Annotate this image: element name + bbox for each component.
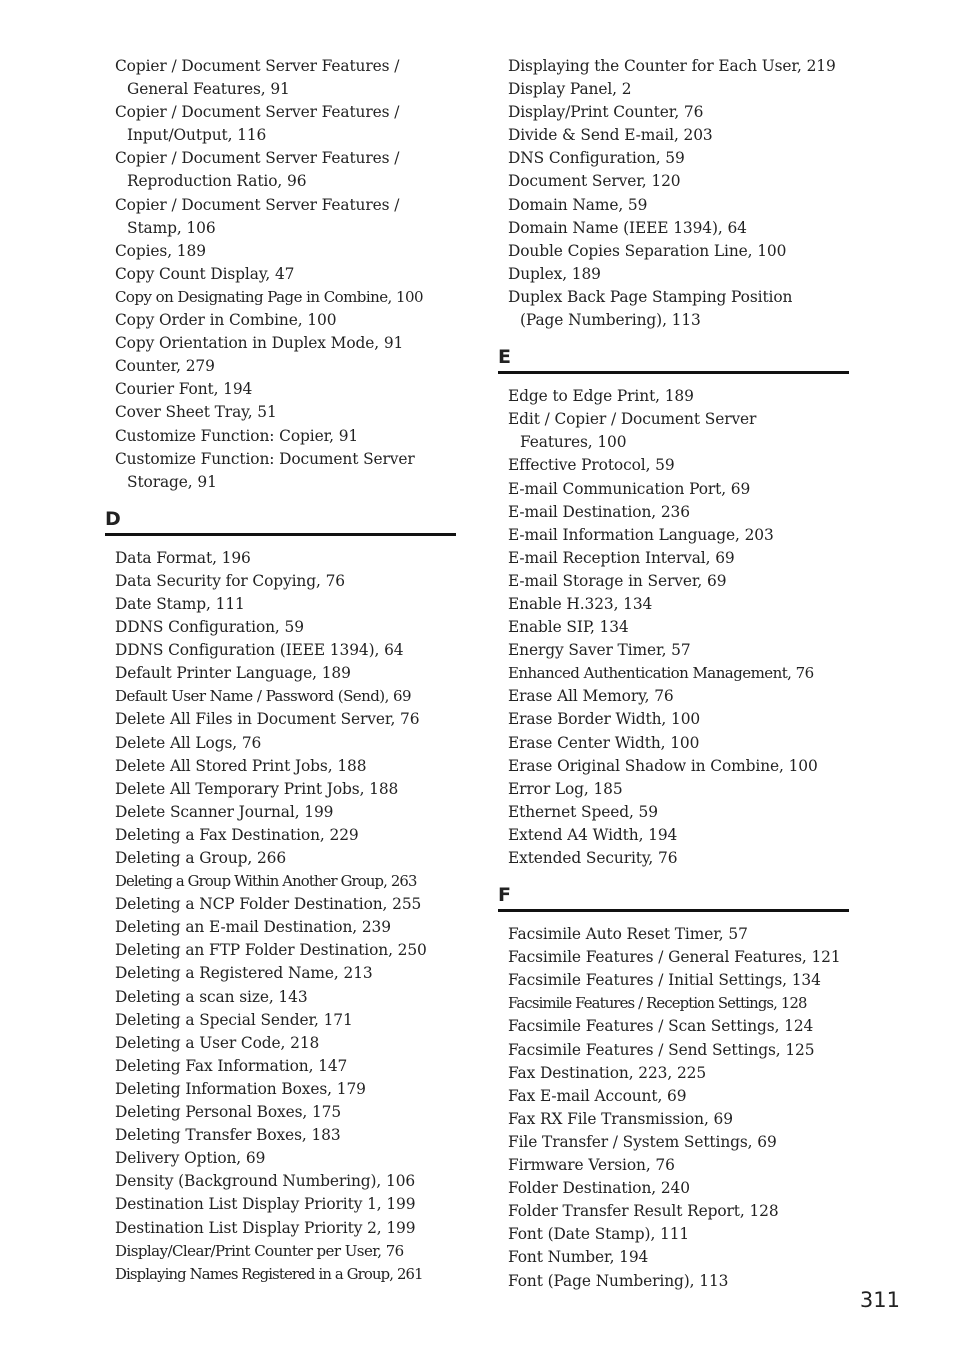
index-entry-text: Customize Function: Document Server [115, 449, 415, 468]
index-entry [498, 501, 850, 524]
index-entry-text: Copy Count Display, 47 [115, 264, 295, 283]
index-entry-text: E-mail Storage in Server, 69 [508, 571, 727, 590]
index-entry-text: Deleting an FTP Folder Destination, 250 [115, 941, 427, 960]
index-entry [105, 732, 457, 755]
index-entry-text: Extended Security, 76 [508, 849, 678, 867]
index-entry [498, 732, 850, 755]
index-entry [105, 1101, 457, 1124]
index-entry [105, 962, 457, 985]
index-entry-text: Edit / Copier / Document Server [508, 410, 757, 429]
index-entry [105, 1193, 457, 1216]
index-entry [498, 1131, 850, 1154]
index-entry-text: Duplex Back Page Stamping Position [508, 287, 793, 306]
index-entry-text: File Transfer / System Settings, 69 [508, 1132, 777, 1151]
index-entry-text: Deleting a Group Within Another Group, 263 [115, 873, 417, 891]
index-entry [498, 708, 850, 731]
index-entry-text: DDNS Configuration, 59 [115, 618, 304, 637]
index-entry-continuation: Stamp, 106 [127, 218, 216, 237]
index-entry [105, 986, 457, 1009]
index-entry [498, 217, 850, 240]
index-entry-text: Default Printer Language, 189 [115, 664, 351, 683]
index-entry [498, 1062, 850, 1085]
index-entry [105, 662, 457, 685]
index-entry [105, 1147, 457, 1170]
index-entry-text: Deleting a Registered Name, 213 [115, 964, 373, 983]
index-entry [105, 147, 457, 193]
index-entry-text: Copies, 189 [115, 241, 206, 260]
index-entry [498, 263, 850, 286]
index-column-left [105, 55, 457, 1286]
index-entry [105, 801, 457, 824]
index-entry-text: Deleting Transfer Boxes, 183 [115, 1126, 341, 1145]
index-entry-text: Deleting a NCP Folder Destination, 255 [115, 895, 422, 914]
index-entry [498, 616, 850, 639]
section-letter: F [498, 884, 511, 907]
index-entry [105, 547, 457, 570]
index-entry-text: Erase Border Width, 100 [508, 710, 701, 729]
index-entry-text: Facsimile Features / Reception Settings, 128 [508, 995, 807, 1013]
section-heading [105, 508, 457, 536]
index-entry-text: Facsimile Features / Scan Settings, 124 [508, 1017, 814, 1036]
index-entry [498, 101, 850, 124]
index-entry [498, 1246, 850, 1269]
index-entry [498, 824, 850, 847]
index-entry-text: Deleting a scan size, 143 [115, 987, 308, 1006]
index-entry-continuation: Features, 100 [520, 433, 627, 452]
index-entry [498, 55, 850, 78]
index-entry [498, 1085, 850, 1108]
index-entry-text: Displaying Names Registered in a Group, 261 [115, 1265, 423, 1283]
index-entry-text: Double Copies Separation Line, 100 [508, 241, 787, 260]
index-entry-text: Destination List Display Priority 2, 199 [115, 1218, 416, 1237]
index-entry-text: Delete All Logs, 76 [115, 733, 262, 752]
index-entry [498, 1177, 850, 1200]
index-entry [105, 847, 457, 870]
index-entry-continuation: Reproduction Ratio, 96 [127, 172, 307, 191]
index-entry [105, 1217, 457, 1240]
index-entry-text: Destination List Display Priority 1, 199 [115, 1195, 416, 1214]
index-entry [105, 401, 457, 424]
index-entry [498, 847, 850, 870]
index-entry [498, 969, 850, 992]
index-entry [498, 454, 850, 477]
index-entry-text: Copier / Document Server Features / [115, 195, 400, 214]
section-divider [105, 533, 456, 536]
index-entry-text: Facsimile Features / Initial Settings, 134 [508, 971, 821, 990]
index-entry-text: Density (Background Numbering), 106 [115, 1172, 416, 1191]
index-entry-text: Energy Saver Timer, 57 [508, 641, 691, 660]
index-entry-text: Copy on Designating Page in Combine, 100 [115, 287, 423, 306]
index-entry [105, 824, 457, 847]
section-letter: D [105, 507, 121, 530]
index-entry [105, 101, 457, 147]
index-entry-text: Deleting a Special Sender, 171 [115, 1010, 353, 1029]
index-entry [498, 992, 850, 1015]
index-entry-text: Data Security for Copying, 76 [115, 571, 345, 590]
index-entry [105, 309, 457, 332]
index-entry [498, 170, 850, 193]
index-entry-text: Deleting a Fax Destination, 229 [115, 825, 359, 844]
index-entry-text: Display/Print Counter, 76 [508, 103, 704, 122]
index-entry-text: Delete All Files in Document Server, 76 [115, 710, 420, 729]
section-heading [498, 884, 850, 912]
index-entry-continuation: (Page Numbering), 113 [520, 311, 701, 330]
index-entry [105, 778, 457, 801]
index-entry-text: E-mail Reception Interval, 69 [508, 548, 735, 567]
index-entry-text: Deleting a User Code, 218 [115, 1033, 320, 1052]
index-entry [498, 1108, 850, 1131]
index-entry [498, 124, 850, 147]
index-entry [498, 194, 850, 217]
index-entry-text: Data Format, 196 [115, 548, 251, 567]
index-entry [105, 570, 457, 593]
index-entry-text: Font (Page Numbering), 113 [508, 1271, 729, 1290]
index-entry [498, 385, 850, 408]
index-entry-text: Erase Center Width, 100 [508, 733, 700, 752]
index-entry-text: Display/Clear/Print Counter per User, 76 [115, 1241, 404, 1260]
index-entry-text: Ethernet Speed, 59 [508, 802, 658, 821]
index-entry-text: Default User Name / Password (Send), 69 [115, 687, 412, 706]
index-entry-text: DNS Configuration, 59 [508, 149, 685, 168]
index-entry-text: Deleting an E-mail Destination, 239 [115, 918, 391, 937]
index-entry-text: Fax RX File Transmission, 69 [508, 1109, 733, 1128]
index-entry [498, 408, 850, 454]
index-entry [498, 147, 850, 170]
index-entry-text: Delivery Option, 69 [115, 1149, 266, 1168]
index-entry-text: Copier / Document Server Features / [115, 149, 400, 168]
index-entry [498, 662, 850, 685]
index-entry-text: E-mail Communication Port, 69 [508, 479, 751, 498]
index-entry-text: Effective Protocol, 59 [508, 456, 675, 475]
index-entry-text: Error Log, 185 [508, 779, 623, 798]
index-entry [105, 332, 457, 355]
index-entry-text: Copy Order in Combine, 100 [115, 311, 337, 330]
index-entry-text: Date Stamp, 111 [115, 594, 245, 613]
index-entry-continuation: Storage, 91 [127, 472, 217, 491]
section-divider [498, 371, 849, 374]
index-entry-text: Erase All Memory, 76 [508, 687, 674, 706]
index-entry [105, 939, 457, 962]
index-entry [498, 78, 850, 101]
index-entry-text: Facsimile Features / Send Settings, 125 [508, 1040, 815, 1059]
index-entry-text: Font Number, 194 [508, 1248, 649, 1267]
index-entry [498, 1200, 850, 1223]
index-entry [105, 55, 457, 101]
index-entry-continuation: Input/Output, 116 [127, 126, 267, 145]
index-entry-text: Deleting a Group, 266 [115, 849, 287, 867]
index-entry [105, 240, 457, 263]
index-entry-text: Domain Name, 59 [508, 195, 648, 214]
index-entry-text: Folder Transfer Result Report, 128 [508, 1202, 779, 1221]
index-entry [105, 593, 457, 616]
section-heading [498, 346, 850, 374]
index-entry [105, 448, 457, 494]
index-entry [105, 616, 457, 639]
index-entry-text: Facsimile Auto Reset Timer, 57 [508, 925, 748, 944]
index-entry [105, 263, 457, 286]
index-entry-text: Courier Font, 194 [115, 380, 253, 399]
index-entry [498, 639, 850, 662]
index-entry-text: Copy Orientation in Duplex Mode, 91 [115, 334, 404, 353]
index-entry-text: Firmware Version, 76 [508, 1156, 675, 1175]
index-entry [498, 240, 850, 263]
index-entry [498, 778, 850, 801]
index-entry-text: Delete All Temporary Print Jobs, 188 [115, 779, 399, 798]
index-entry [105, 893, 457, 916]
index-entry [498, 547, 850, 570]
index-entry [498, 524, 850, 547]
index-entry [105, 916, 457, 939]
index-entry-text: Copier / Document Server Features / [115, 103, 400, 122]
index-entry-text: Extend A4 Width, 194 [508, 825, 678, 844]
index-entry [498, 1154, 850, 1177]
index-entry [498, 801, 850, 824]
index-entry-text: Counter, 279 [115, 357, 215, 376]
index-entry [498, 923, 850, 946]
index-entry [498, 286, 850, 332]
index-entry [105, 1055, 457, 1078]
index-entry [105, 639, 457, 662]
index-entry-text: Duplex, 189 [508, 264, 601, 283]
index-entry-text: Deleting Information Boxes, 179 [115, 1079, 366, 1098]
index-entry-text: Delete Scanner Journal, 199 [115, 802, 334, 821]
section-divider [498, 909, 849, 912]
index-entry [105, 755, 457, 778]
index-entry [105, 1078, 457, 1101]
index-entry [105, 1170, 457, 1193]
index-entry [498, 755, 850, 778]
index-entry [105, 870, 457, 893]
index-entry [498, 570, 850, 593]
index-entry-text: Edge to Edge Print, 189 [508, 387, 694, 406]
index-entry-text: Customize Function: Copier, 91 [115, 426, 359, 445]
index-entry [105, 1263, 457, 1286]
index-entry-text: E-mail Destination, 236 [508, 502, 690, 521]
index-entry-text: Enable SIP, 134 [508, 618, 629, 637]
index-column-right [498, 55, 850, 1293]
index-entry [105, 1032, 457, 1055]
index-entry-text: Erase Original Shadow in Combine, 100 [508, 756, 818, 775]
index-entry [498, 685, 850, 708]
index-entry [498, 1015, 850, 1038]
index-entry [105, 685, 457, 708]
section-letter: E [498, 346, 511, 369]
index-entry-text: Font (Date Stamp), 111 [508, 1225, 690, 1244]
index-entry [498, 478, 850, 501]
index-entry [498, 1223, 850, 1246]
index-entry [105, 286, 457, 309]
index-entry-text: Fax E-mail Account, 69 [508, 1086, 687, 1105]
index-entry-text: Cover Sheet Tray, 51 [115, 403, 277, 422]
index-entry [105, 708, 457, 731]
index-entry-text: Display Panel, 2 [508, 80, 632, 99]
index-entry-text: Fax Destination, 223, 225 [508, 1063, 707, 1082]
page-number: 311 [859, 1288, 900, 1312]
index-entry [105, 425, 457, 448]
index-entry-text: Document Server, 120 [508, 172, 681, 191]
index-entry [105, 194, 457, 240]
index-entry [105, 378, 457, 401]
index-entry-text: E-mail Information Language, 203 [508, 525, 774, 544]
index-entry-text: Deleting Fax Information, 147 [115, 1056, 348, 1075]
index-entry [498, 946, 850, 969]
index-entry-text: Deleting Personal Boxes, 175 [115, 1103, 342, 1122]
index-entry-text: Domain Name (IEEE 1394), 64 [508, 218, 747, 237]
index-entry [498, 1039, 850, 1062]
index-entry-text: Delete All Stored Print Jobs, 188 [115, 756, 367, 775]
index-entry-text: Enable H.323, 134 [508, 594, 653, 613]
index-entry-text: Displaying the Counter for Each User, 219 [508, 57, 836, 75]
index-entry-text: Facsimile Features / General Features, 121 [508, 948, 841, 967]
index-entry-text: Folder Destination, 240 [508, 1179, 690, 1198]
index-entry [105, 1124, 457, 1147]
index-entry-continuation: General Features, 91 [127, 80, 290, 99]
index-entry [498, 593, 850, 616]
index-entry-text: Copier / Document Server Features / [115, 57, 400, 75]
index-entry-text: Enhanced Authentication Management, 76 [508, 664, 814, 683]
index-entry-text: DDNS Configuration (IEEE 1394), 64 [115, 641, 404, 660]
index-entry [105, 355, 457, 378]
index-entry [105, 1009, 457, 1032]
index-entry [498, 1270, 850, 1293]
index-entry [105, 1240, 457, 1263]
index-entry-text: Divide & Send E-mail, 203 [508, 126, 713, 145]
